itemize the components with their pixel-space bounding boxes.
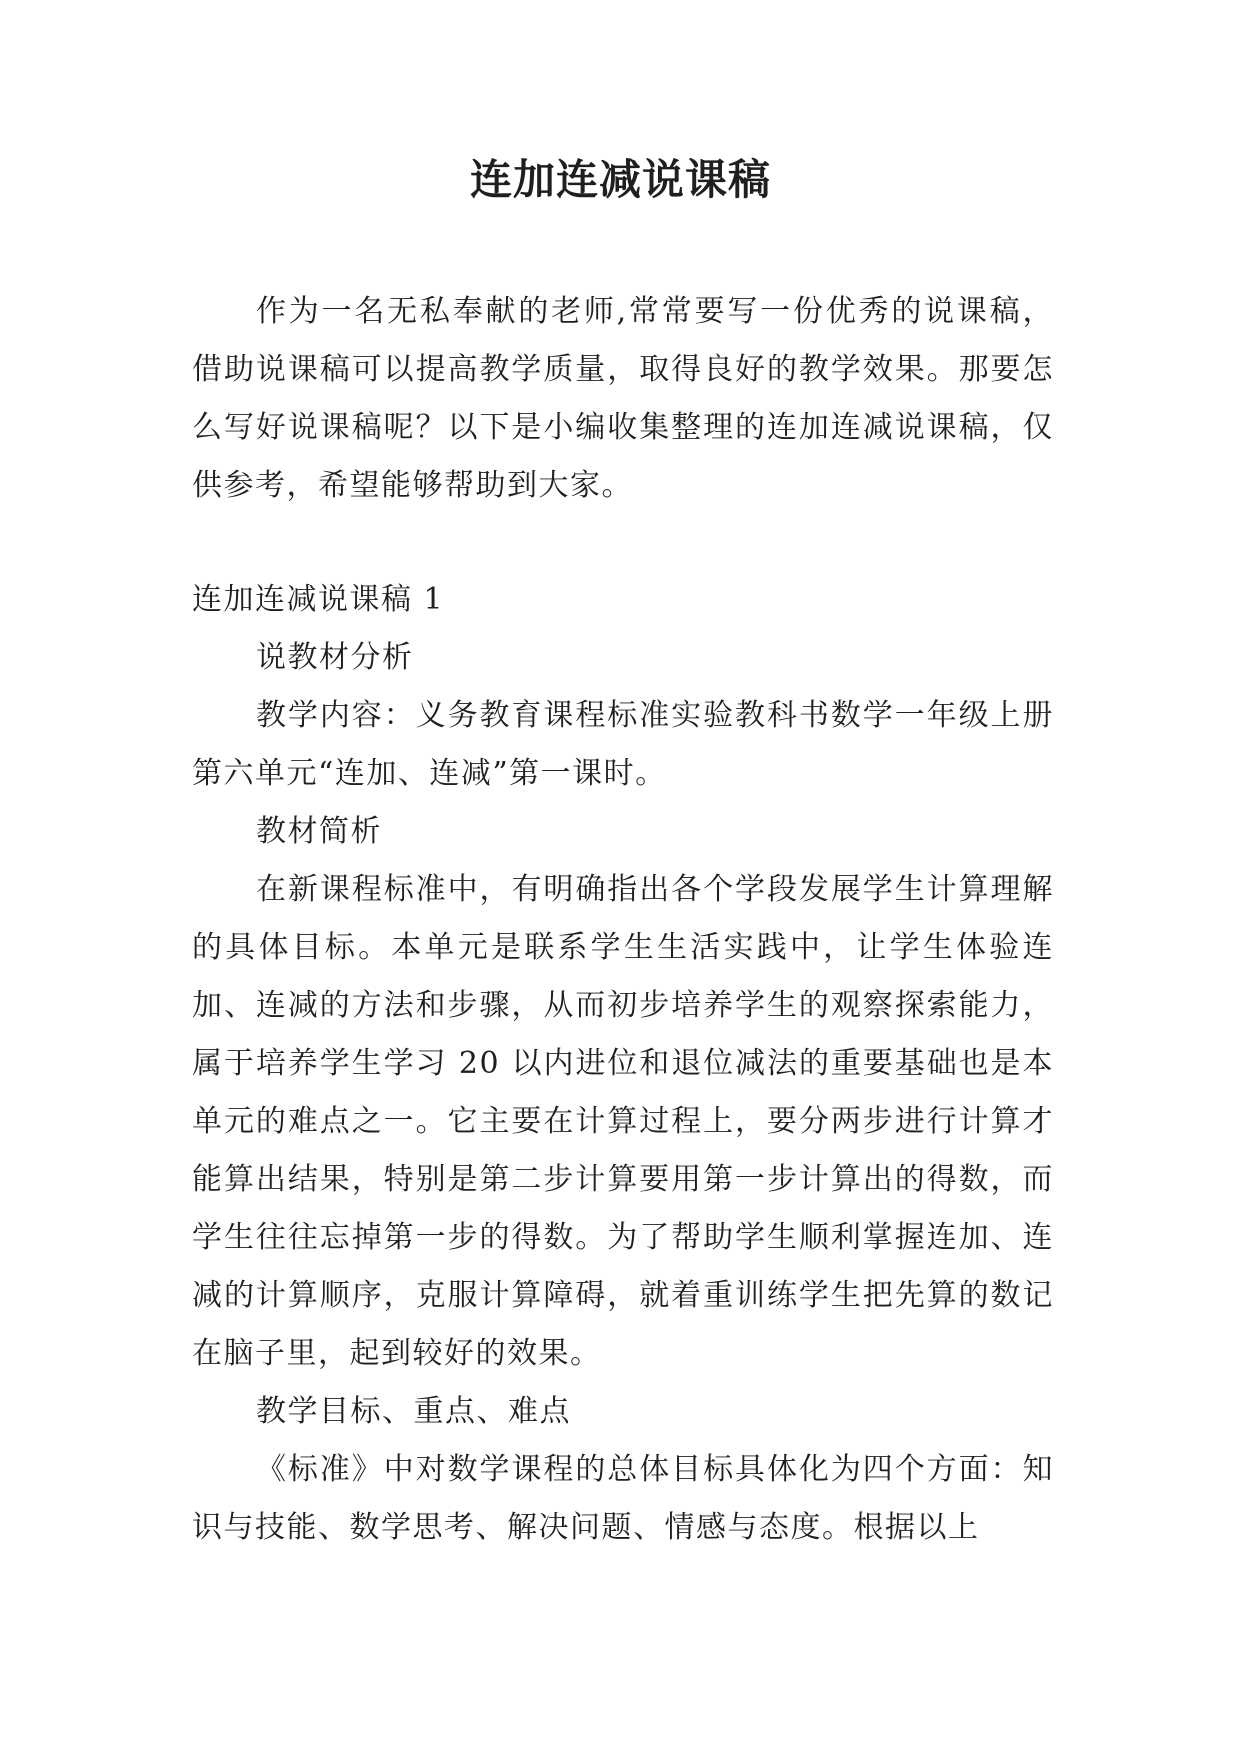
page-title: 连加连减说课稿 [469, 155, 771, 204]
intro-paragraph: 作为一名无私奉献的老师,常常要写一份优秀的说课稿，借助说课稿可以提高教学质量，取得良好的教学效果。那要怎么写好说课稿呢？以下是小编收集整理的连加连减说课稿，仅供参考，希望能够帮助到大家。 [192, 294, 1054, 503]
section-title: 连加连减说课稿 1 [192, 582, 445, 617]
paragraph-goals: 《标准》中对数学课程的总体目标具体化为四个方面：知识与技能、数学思考、解决问题、情感与态度。根据以上 [192, 1452, 1054, 1545]
subheading-textbook-brief: 教材简析 [256, 814, 382, 849]
subheading-textbook-analysis: 说教材分析 [256, 640, 414, 675]
document-body [192, 283, 1054, 1557]
paragraph-textbook-brief: 在新课程标准中，有明确指出各个学段发展学生计算理解的具体目标。本单元是联系学生生活实践中，让学生体验连加、连减的方法和步骤，从而初步培养学生的观察探索能力，属于培养学生学习 20 以内进位和退位减法的重要基础也是本单元的难点之一。它主要在计算过程上，要分两步进行计算才能算出结果，特别是第二步计算要用第一步计算出的得数，而学生往往忘掉第一步的得数。为了帮助学生顺利掌握连加、连减的计算顺序，克服计算障碍，就着重训练学生把先算的数记在脑子里，起到较好的效果。 [192, 872, 1054, 1371]
subheading-goals: 教学目标、重点、难点 [256, 1394, 571, 1429]
paragraph-teaching-content: 教学内容：义务教育课程标准实验教科书数学一年级上册第六单元“连加、连减”第一课时。 [192, 698, 1054, 791]
